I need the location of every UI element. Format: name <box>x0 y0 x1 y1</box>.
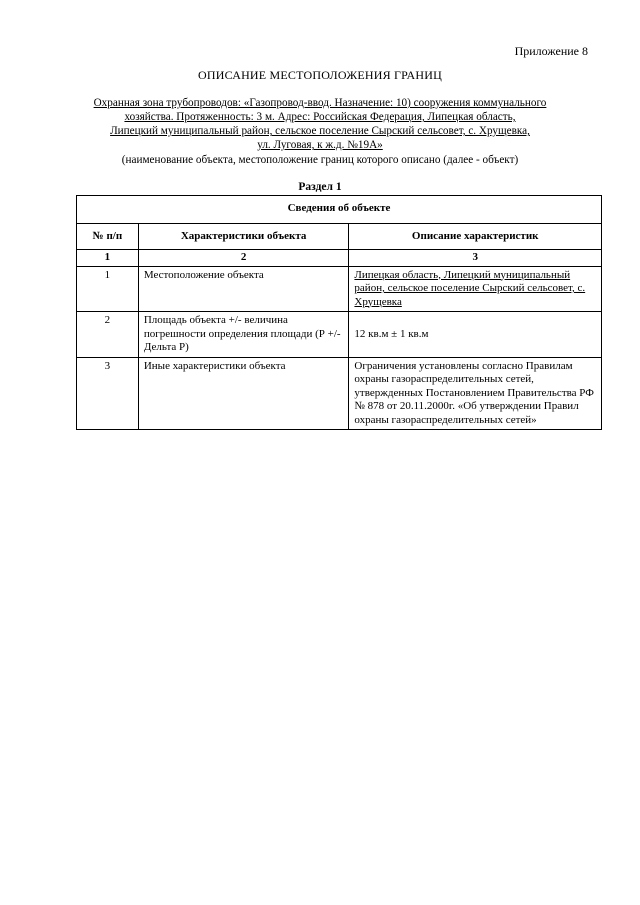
row-number: 2 <box>77 312 139 358</box>
column-number: 1 <box>77 250 139 267</box>
object-line: Липецкий муниципальный район, сельское поселение Сырский сельсовет, с. Хрущевка, <box>110 125 530 137</box>
table-header-row <box>77 223 602 250</box>
section-label: Раздел 1 <box>298 181 342 193</box>
row-number: 3 <box>77 357 139 430</box>
object-caption: (наименование объекта, местоположение границ которого описано (далее - объект) <box>121 154 519 166</box>
object-info-table <box>76 195 602 430</box>
row-characteristic: Иные характеристики объекта <box>138 357 349 430</box>
row-number: 1 <box>77 266 139 312</box>
row-description: Ограничения установлены согласно Правилам охраны газораспределительных сетей, утвержденных Постановлением Правительства РФ № 878 от 20.11.2000г. «Об утверждении Правил охраны газораспределительных сетей» <box>349 357 602 430</box>
appendix-label: Приложение 8 <box>514 44 588 58</box>
row-characteristic: Местоположение объекта <box>138 266 349 312</box>
row-description: Липецкая область, Липецкий муниципальный район, сельское поселение Сырский сельсовет, с. Хрущевка <box>349 266 602 312</box>
column-number: 2 <box>138 250 349 267</box>
table-row <box>77 312 602 358</box>
table-title: Сведения об объекте <box>77 196 602 224</box>
document-title: ОПИСАНИЕ МЕСТОПОЛОЖЕНИЯ ГРАНИЦ <box>198 68 442 82</box>
row-characteristic: Площадь объекта +/- величина погрешности определения площади (Р +/- Дельта Р) <box>138 312 349 358</box>
table-title-row <box>77 196 602 224</box>
column-number-row <box>77 250 602 267</box>
object-line: ул. Луговая, к ж.д. №19А» <box>257 139 383 151</box>
object-line: хозяйства. Протяженность: 3 м. Адрес: Российская Федерация, Липецкая область, <box>124 111 516 123</box>
object-line: Охранная зона трубопроводов: «Газопровод-ввод. Назначение: 10) сооружения коммунального <box>93 97 547 109</box>
row-description: 12 кв.м ± 1 кв.м <box>349 312 602 358</box>
column-header-characteristic: Характеристики объекта <box>138 223 349 250</box>
object-description <box>70 96 570 167</box>
column-header-num: № п/п <box>77 223 139 250</box>
table-row <box>77 357 602 430</box>
column-header-description: Описание характеристик <box>349 223 602 250</box>
column-number: 3 <box>349 250 602 267</box>
table-row <box>77 266 602 312</box>
